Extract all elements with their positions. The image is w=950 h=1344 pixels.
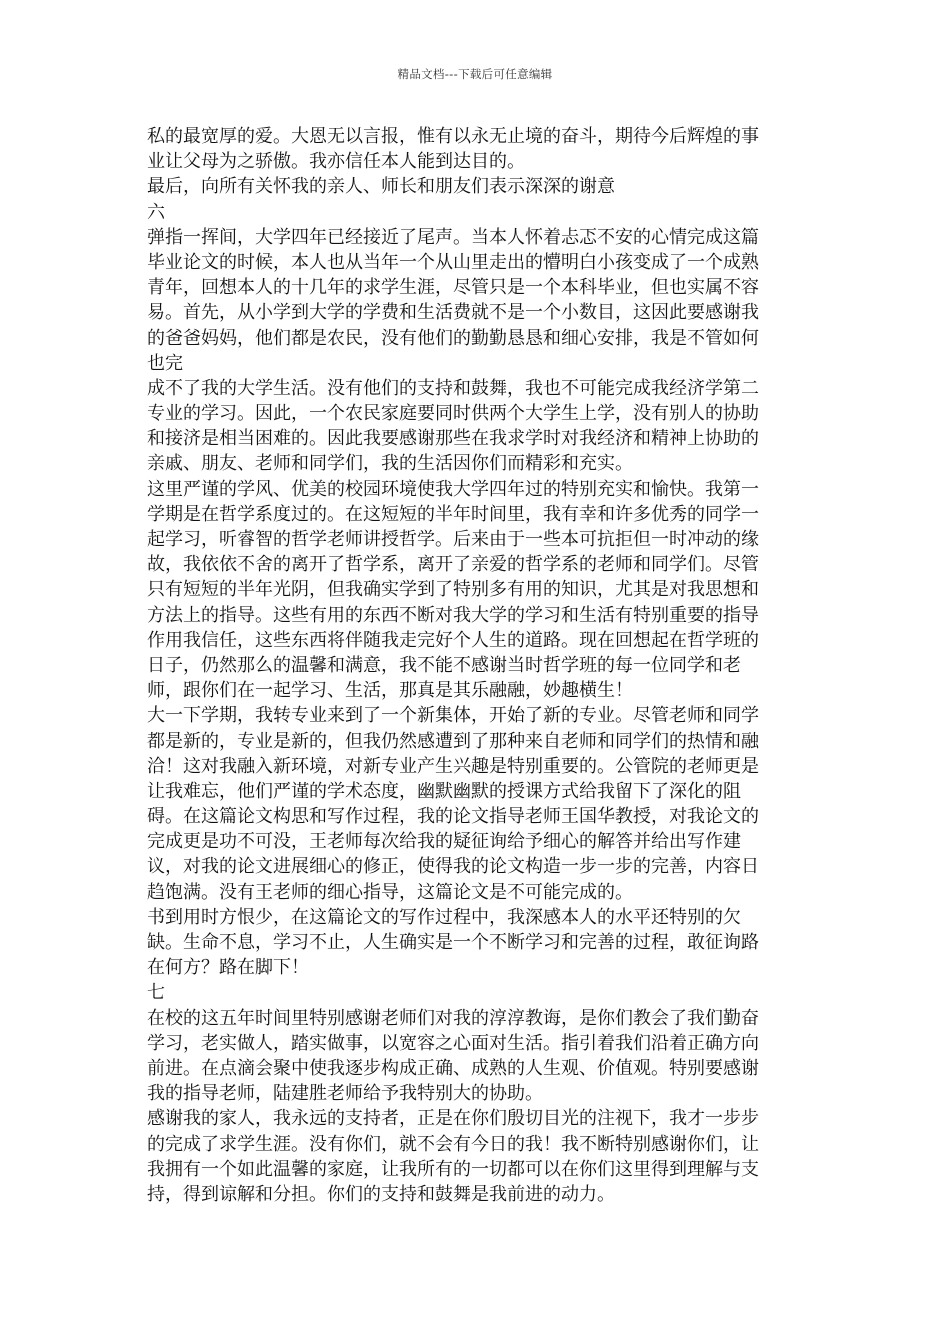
text-line: 也完 (147, 352, 183, 374)
text-line: 的爸爸妈妈，他们都是农民，没有他们的勤勤恳恳和细心安排，我是不管如何 (147, 327, 759, 349)
text-line: 我的指导老师，陆建胜老师给予我特别大的协助。 (147, 1083, 543, 1105)
text-line: 让我难忘，他们严谨的学术态度，幽默幽默的授课方式给我留下了深化的阻 (147, 780, 741, 802)
text-line: 都是新的，专业是新的，但我仍然感遭到了那种来自老师和同学们的热情和融 (147, 730, 759, 752)
text-line: 大一下学期，我转专业来到了一个新集体，开始了新的专业。尽管老师和同学 (147, 705, 759, 727)
document-body (147, 124, 809, 1207)
text-line: 业让父母为之骄傲。我亦信任本人能到达目的。 (147, 151, 525, 173)
text-line: 毕业论文的时候，本人也从当年一个从山里走出的懵明白小孩变成了一个成熟 (147, 251, 759, 273)
text-line: 专业的学习。因此，一个农民家庭要同时供两个大学生上学，没有别人的协助 (147, 403, 759, 425)
text-line: 亲戚、朋友、老师和同学们，我的生活因你们而精彩和充实。 (147, 453, 633, 475)
text-line: 这里严谨的学风、优美的校园环境使我大学四年过的特别充实和愉快。我第一 (147, 478, 759, 500)
text-line: 碍。在这篇论文构思和写作过程，我的论文指导老师王国华教授，对我论文的 (147, 806, 759, 828)
text-line: 弹指一挥间，大学四年已经接近了尾声。当本人怀着忐忑不安的心情完成这篇 (147, 226, 759, 248)
text-line: 方法上的指导。这些有用的东西不断对我大学的学习和生活有特别重要的指导 (147, 604, 759, 626)
text-line: 缺。生命不息，学习不止，人生确实是一个不断学习和完善的过程，敢征询路 (147, 932, 759, 953)
text-line: 和接济是相当困难的。因此我要感谢那些在我求学时对我经济和精神上协助的 (147, 428, 759, 450)
text-line: 趋饱满。没有王老师的细心指导，这篇论文是不可能完成的。 (147, 881, 633, 903)
text-line: 洽！这对我融入新环境，对新专业产生兴趣是特别重要的。公管院的老师更是 (147, 755, 759, 777)
text-line: 成不了我的大学生活。没有他们的支持和鼓舞，我也不可能完成我经济学第二 (147, 377, 759, 399)
text-line: 在校的这五年时间里特别感谢老师们对我的淳淳教诲，是你们教会了我们勤奋 (147, 1007, 759, 1029)
text-line: 的完成了求学生涯。没有你们，就不会有今日的我！我不断特别感谢你们，让 (147, 1133, 759, 1155)
text-line: 前进。在点滴会聚中使我逐步构成正确、成熟的人生观、价值观。特别要感谢 (147, 1057, 759, 1079)
text-line: 学习，老实做人，踏实做事，以宽容之心面对生活。指引着我们沿着正确方向 (147, 1032, 759, 1054)
text-line: 学期是在哲学系度过的。在这短短的半年时间里，我有幸和许多优秀的同学一 (147, 503, 759, 525)
text-line: 持，得到谅解和分担。你们的支持和鼓舞是我前进的动力。 (147, 1183, 615, 1205)
text-line: 师，跟你们在一起学习、生活，那真是其乐融融，妙趣横生！ (147, 680, 633, 702)
text-line: 最后，向所有关怀我的亲人、师长和朋友们表示深深的谢意 (147, 176, 615, 198)
page-header: 精品文档---下载后可任意编辑 (397, 67, 553, 81)
text-line: 感谢我的家人，我永远的支持者，正是在你们殷切目光的注视下，我才一步步 (147, 1108, 759, 1130)
text-line: 私的最宽厚的爱。大恩无以言报，惟有以永无止境的奋斗，期待今后辉煌的事 (147, 126, 759, 147)
text-line: 故，我依依不舍的离开了哲学系，离开了亲爱的哲学系的老师和同学们。尽管 (147, 554, 759, 576)
text-line: 易。首先，从小学到大学的学费和生活费就不是一个小数目，这因此要感谢我 (147, 302, 759, 324)
text-line: 书到用时方恨少，在这篇论文的写作过程中，我深感本人的水平还特别的欠 (147, 906, 741, 928)
text-line: 七 (147, 982, 165, 1004)
text-line: 青年，回想本人的十几年的求学生涯，尽管只是一个本科毕业，但也实属不容 (147, 277, 759, 299)
text-line: 六 (147, 201, 165, 223)
text-line: 起学习，听睿智的哲学老师讲授哲学。后来由于一些本可抗拒但一时冲动的缘 (147, 529, 759, 550)
text-line: 我拥有一个如此温馨的家庭，让我所有的一切都可以在你们这里得到理解与支 (147, 1158, 759, 1180)
text-line: 在何方？路在脚下！ (147, 957, 309, 979)
text-line: 议，对我的论文进展细心的修正，使得我的论文构造一步一步的完善，内容日 (147, 856, 759, 878)
text-line: 作用我信任，这些东西将伴随我走完好个人生的道路。现在回想起在哲学班的 (147, 629, 759, 651)
text-line: 只有短短的半年光阴，但我确实学到了特别多有用的知识，尤其是对我思想和 (147, 579, 759, 601)
text-line: 完成更是功不可没，王老师每次给我的疑征询给予细心的解答并给出写作建 (147, 831, 741, 853)
text-line: 日子，仍然那么的温馨和满意，我不能不感谢当时哲学班的每一位同学和老 (147, 654, 741, 676)
